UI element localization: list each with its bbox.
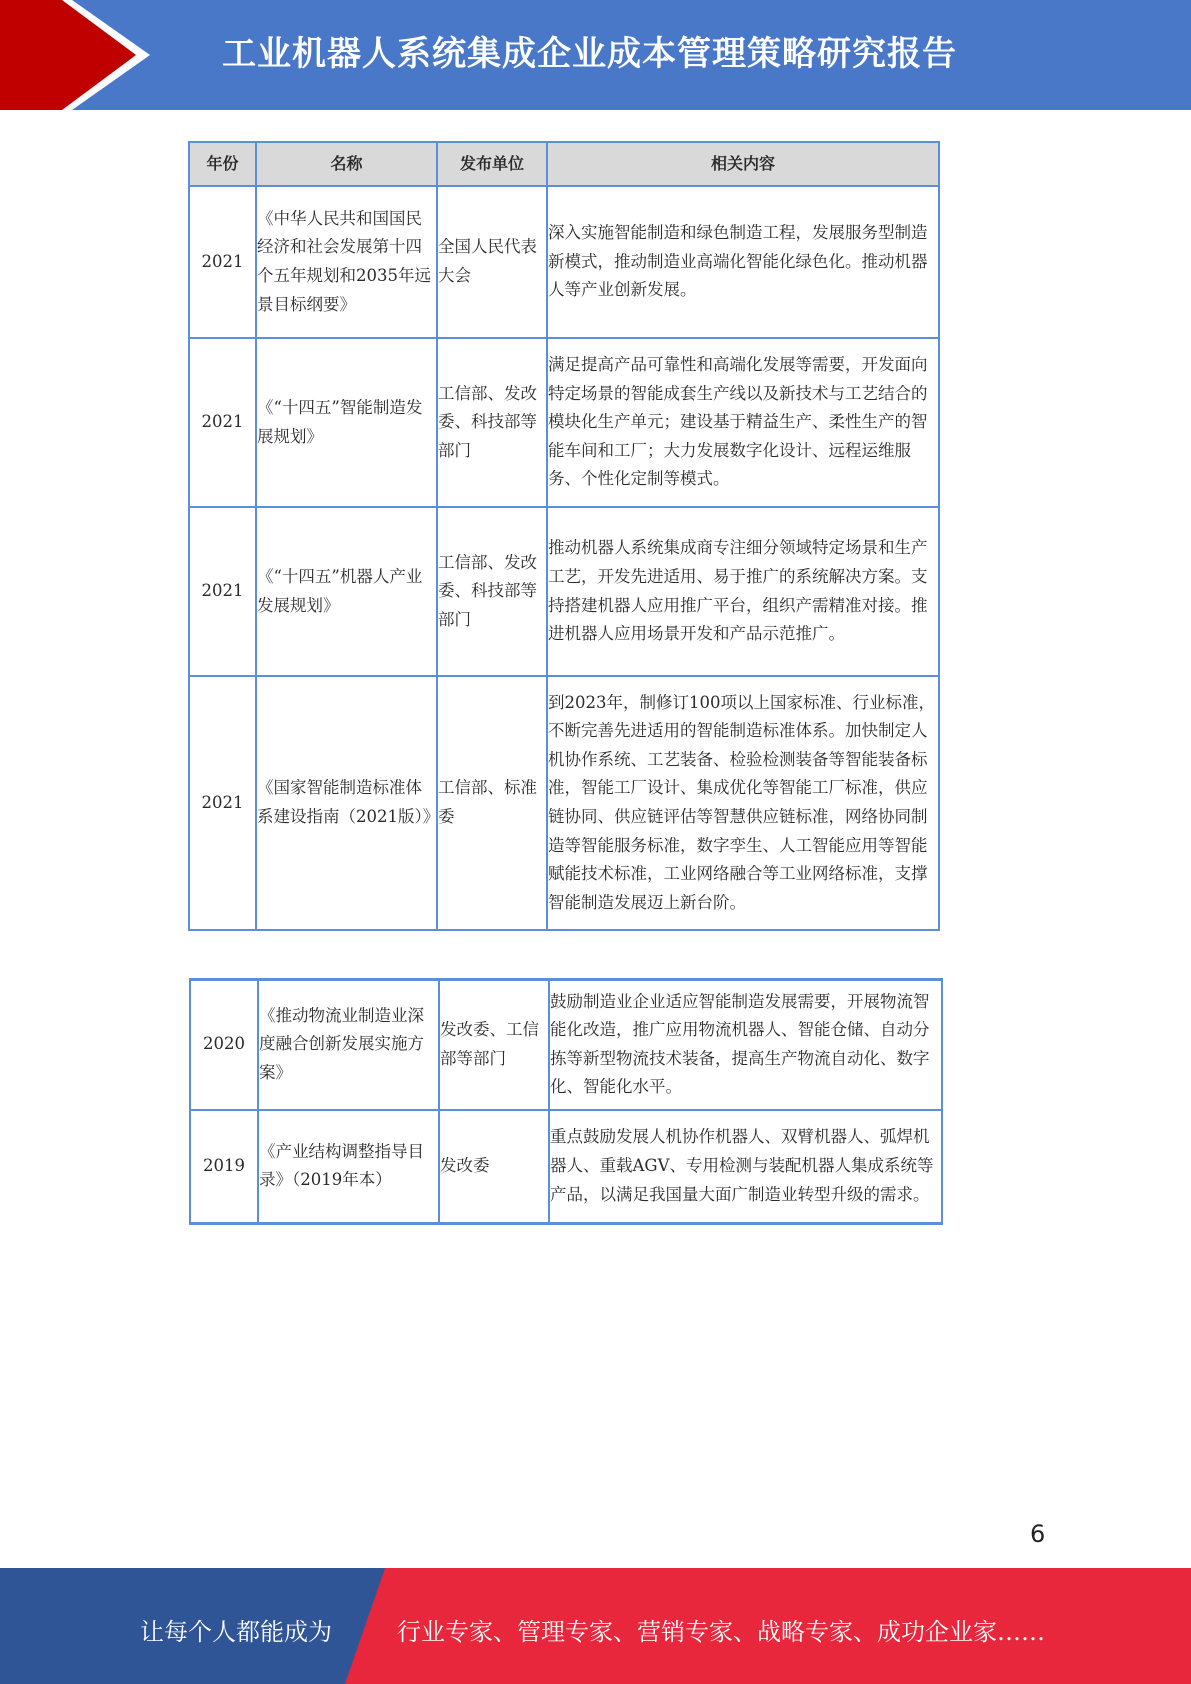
cell-name: 《产业结构调整指导目录》（2019年本） [258,1110,439,1224]
table-row [189,507,939,676]
cell-name: 《推动物流业制造业深度融合创新发展实施方案》 [258,980,439,1110]
cell-unit: 发改委、工信部等部门 [439,980,549,1110]
table-row [189,676,939,930]
cell-year: 2019 [190,1110,258,1224]
cell-year: 2021 [189,338,256,507]
cell-unit: 全国人民代表大会 [437,186,547,338]
table-row [190,1110,942,1224]
cell-content: 推动机器人系统集成商专注细分领域特定场景和生产工艺，开发先进适用、易于推广的系统解决方案。支持搭建机器人应用推广平台，组织产需精准对接。推进机器人应用场景开发和产品示范推广。 [547,507,939,676]
report-title: 工业机器人系统集成企业成本管理策略研究报告 [222,34,957,74]
policy-table-continued [189,978,943,1225]
cell-unit: 发改委 [439,1110,549,1224]
page-number: 6 [1030,1520,1046,1548]
cell-name: 《“十四五”机器人产业发展规划》 [256,507,437,676]
cell-name: 《国家智能制造标准体系建设指南（2021版）》 [256,676,437,930]
cell-unit: 工信部、发改委、科技部等部门 [437,338,547,507]
header-year: 年份 [189,142,256,186]
header-name: 名称 [256,142,437,186]
cell-unit: 工信部、标准委 [437,676,547,930]
table-row [190,980,942,1110]
cell-content: 到2023年，制修订100项以上国家标准、行业标准，不断完善先进适用的智能制造标准体系。加快制定人机协作系统、工艺装备、检验检测装备等智能装备标准，智能工厂设计、集成优化等智能工厂标准，供应链协同、供应链评估等智慧供应链标准，网络协同制造等智能服务标准，数字孪生、人工智能应用等智能赋能技术标准，工业网络融合等工业网络标准，支撑智能制造发展迈上新台阶。 [547,676,939,930]
cell-name: 《中华人民共和国国民经济和社会发展第十四个五年规划和2035年远景目标纲要》 [256,186,437,338]
header-content: 相关内容 [547,142,939,186]
cell-content: 满足提高产品可靠性和高端化发展等需要，开发面向特定场景的智能成套生产线以及新技术与工艺结合的模块化生产单元；建设基于精益生产、柔性生产的智能车间和工厂；大力发展数字化设计、远程运维服务、个性化定制等模式。 [547,338,939,507]
header-unit: 发布单位 [437,142,547,186]
cell-year: 2021 [189,186,256,338]
report-header [0,0,1191,110]
table-row [189,186,939,338]
policy-table [188,141,940,931]
table-row [189,338,939,507]
cell-content: 重点鼓励发展人机协作机器人、双臂机器人、弧焊机器人、重载AGV、专用检测与装配机器人集成系统等产品，以满足我国量大面广制造业转型升级的需求。 [549,1110,942,1224]
footer-slogan-right: 行业专家、管理专家、营销专家、战略专家、成功企业家…… [397,1618,1045,1646]
cell-year: 2021 [189,507,256,676]
cell-content: 鼓励制造业企业适应智能制造发展需要，开展物流智能化改造，推广应用物流机器人、智能仓储、自动分拣等新型物流技术装备，提高生产物流自动化、数字化、智能化水平。 [549,980,942,1110]
table-header-row [189,142,939,186]
cell-year: 2020 [190,980,258,1110]
cell-name: 《“十四五”智能制造发展规划》 [256,338,437,507]
cell-year: 2021 [189,676,256,930]
header-chevron-decoration [0,0,160,110]
cell-content: 深入实施智能制造和绿色制造工程，发展服务型制造新模式，推动制造业高端化智能化绿色化。推动机器人等产业创新发展。 [547,186,939,338]
footer-banner [0,1568,1191,1684]
cell-unit: 工信部、发改委、科技部等部门 [437,507,547,676]
footer-slogan-left: 让每个人都能成为 [140,1618,332,1646]
